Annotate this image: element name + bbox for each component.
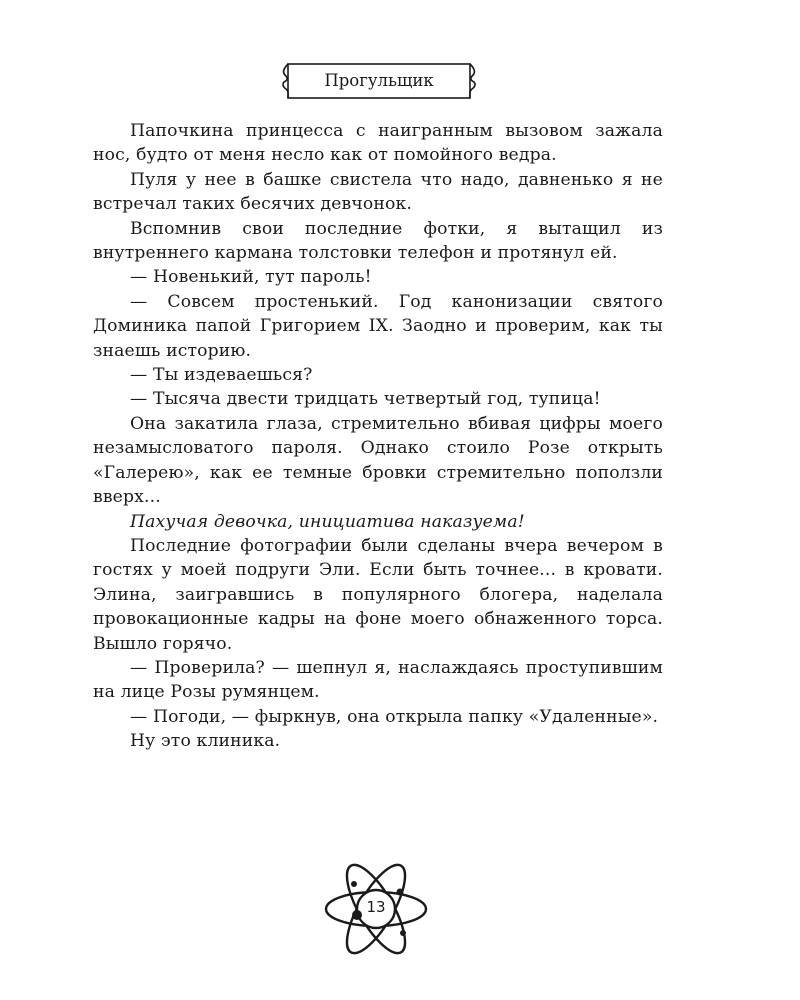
italic-thought: Пахучая девочка, инициатива наказуема! — [130, 511, 525, 532]
dialogue-line: — Тысяча двести тридцать четвертый год, тупица! — [130, 389, 601, 410]
paragraph: Ну это клиника. — [130, 731, 281, 752]
running-header — [280, 62, 478, 100]
paragraph: Она закатила глаза, стремительно вбивая цифры моего незамысловатого пароля. Однако стоило Розе открыть «Галерею», как ее темные бровки стремительно поползли вверх... — [93, 413, 663, 508]
paragraph: Пуля у нее в башке свистела что надо, давненько я не встречал таких бесячих девчонок. — [93, 169, 663, 215]
page-number: 13 — [366, 898, 386, 916]
dialogue-line: — Проверила? — шепнул я, наслаждаясь проступившим на лице Розы румянцем. — [93, 657, 663, 703]
body-text — [93, 119, 663, 754]
header-title: Прогульщик — [324, 71, 434, 90]
dialogue-line: — Погоди, — фыркнув, она открыла папку «Удаленные». — [130, 706, 659, 727]
folio — [320, 862, 432, 956]
paragraph: Папочкина принцесса с наигранным вызовом зажала нос, будто от меня несло как от помойного ведра. — [93, 121, 663, 166]
dialogue-line: — Ты издеваешься? — [130, 365, 313, 386]
paragraph: Последние фотографии были сделаны вчера вечером в гостях у моей подруги Эли. Если быть точнее... в кровати. Элина, заигравшись в популярного блогера, наделала провокационные кадры на фоне моего обнаженного торса. Вышло горячо. — [93, 535, 663, 654]
paragraph: Вспомнив свои последние фотки, я вытащил из внутреннего кармана толстовки телефон и протянул ей. — [93, 218, 663, 264]
dialogue-line: — Совсем простенький. Год канонизации святого Доминика папой Григорием IX. Заодно и проверим, как ты знаешь историю. — [93, 291, 663, 361]
dialogue-line: — Новенький, тут пароль! — [130, 267, 372, 288]
